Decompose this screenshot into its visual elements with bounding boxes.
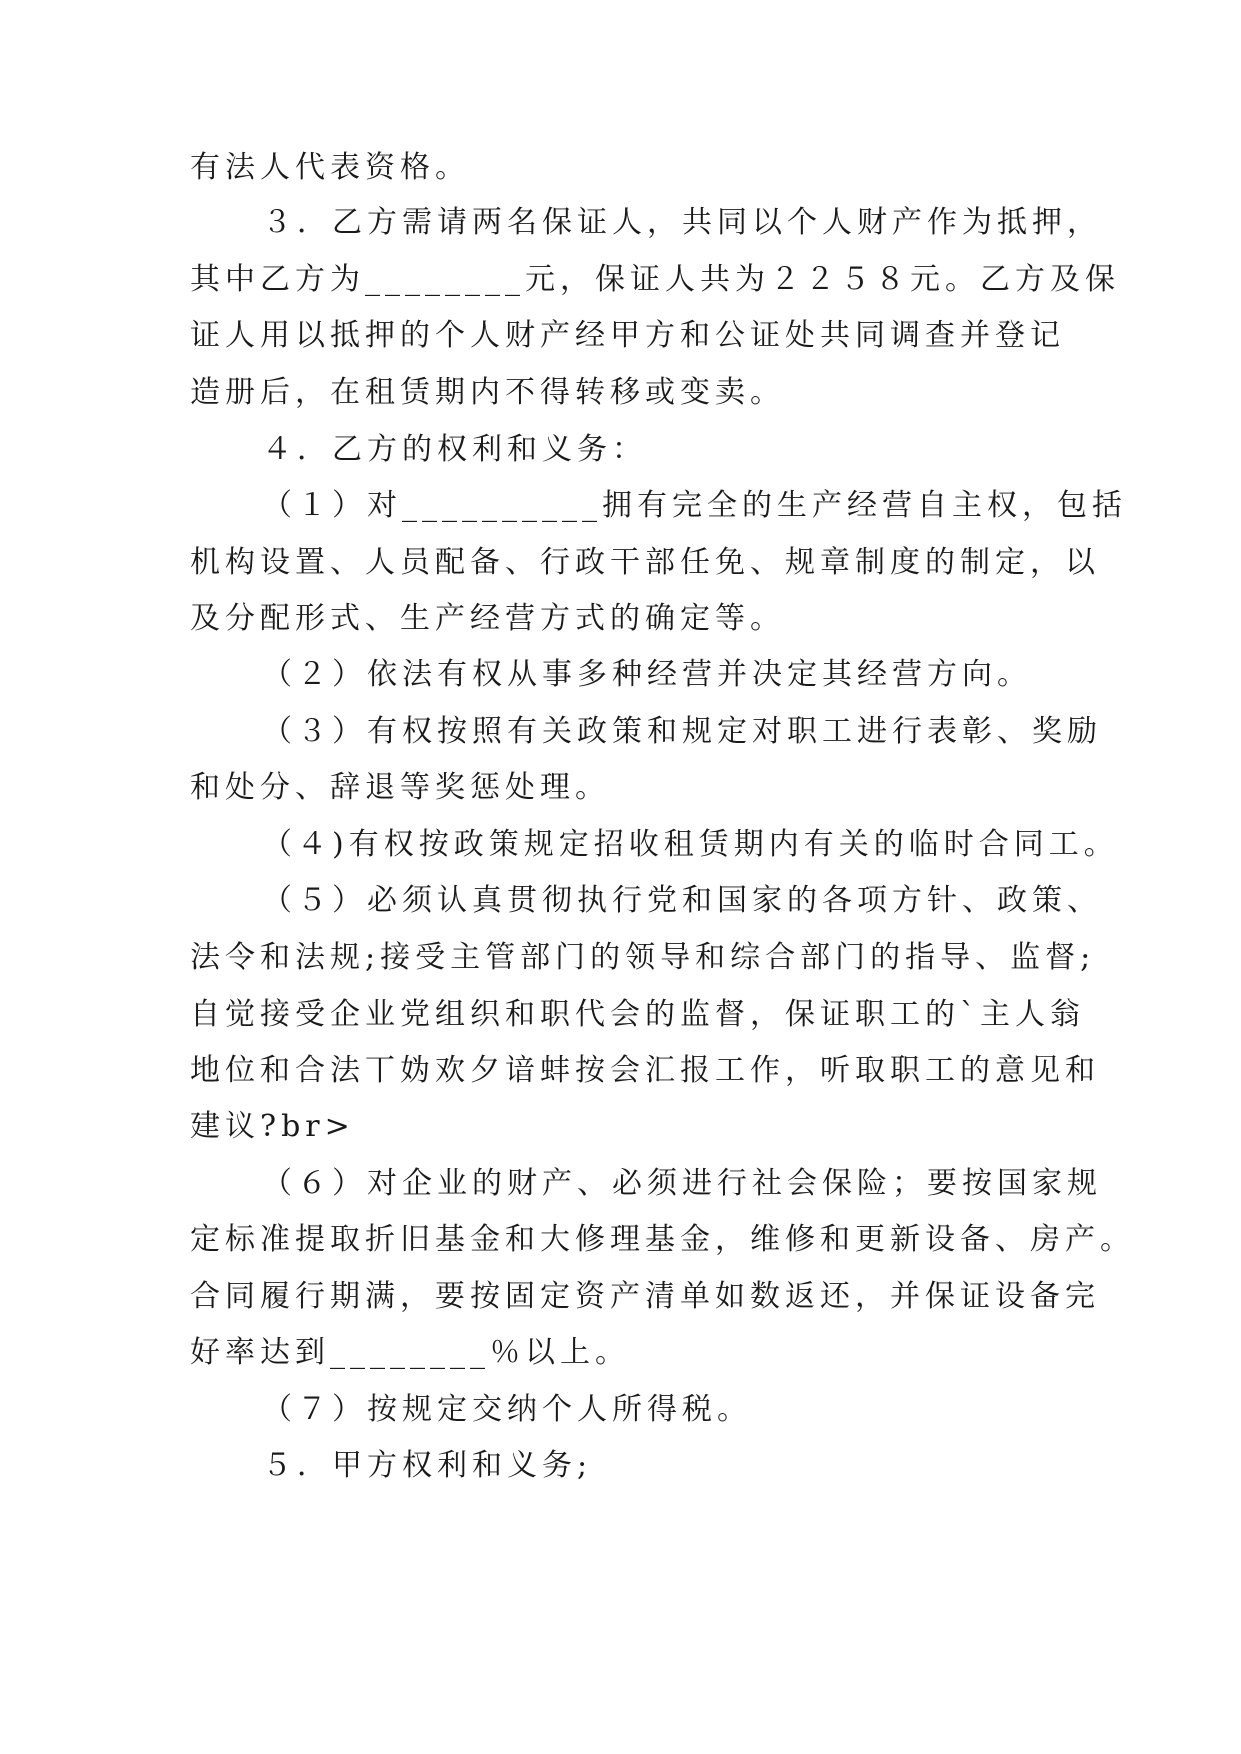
text-line-12: 和处分、辞退等奖惩处理。 xyxy=(190,770,610,805)
text-line-9: 及分配形式、生产经营方式的确定等。 xyxy=(190,601,785,636)
text-line-17: 地位和合法丅妫欢夕谙蚌按会汇报工作，听取职工的意见和 xyxy=(190,1053,1100,1088)
text-line-21: 合同履行期满，要按固定资产清单如数返还，并保证设备完 xyxy=(190,1279,1100,1314)
text-line-1: 有法人代表资格。 xyxy=(190,150,470,185)
text-line-22: 好率达到________％以上。 xyxy=(190,1335,630,1370)
text-line-4: 证人用以抵押的个人财产经甲方和公证处共同调查并登记 xyxy=(190,318,1065,353)
text-line-13: （４)有权按政策规定招收租赁期内有关的临时合同工。 xyxy=(262,827,1119,862)
text-line-23: （７）按规定交纳个人所得税。 xyxy=(262,1392,752,1427)
text-line-16: 自觉接受企业党组织和职代会的监督，保证职工的`主人翁 xyxy=(190,997,1085,1032)
text-line-5: 造册后，在租赁期内不得转移或变卖。 xyxy=(190,375,785,410)
text-line-11: （３）有权按照有关政策和规定对职工进行表彰、奖励 xyxy=(262,714,1102,749)
text-line-6: ４．乙方的权利和义务： xyxy=(262,432,647,467)
text-line-7: （１）对__________拥有完全的生产经营自主权，包括 xyxy=(262,488,1127,523)
text-line-20: 定标准提取折旧基金和大修理基金，维修和更新设备、房产。 xyxy=(190,1222,1135,1257)
text-line-18: 建议?br> xyxy=(190,1109,355,1144)
text-line-2: ３．乙方需请两名保证人，共同以个人财产作为抵押， xyxy=(262,205,1102,240)
text-line-15: 法令和法规;接受主管部门的领导和综合部门的指导、监督; xyxy=(190,940,1096,975)
text-line-8: 机构设置、人员配备、行政干部任免、规章制度的制定，以 xyxy=(190,545,1100,580)
text-line-3: 其中乙方为________元，保证人共为２２５８元。乙方及保 xyxy=(190,262,1120,297)
text-line-24: ５．甲方权利和义务; xyxy=(262,1448,593,1483)
text-line-19: （６）对企业的财产、必须进行社会保险；要按国家规 xyxy=(262,1166,1102,1201)
text-line-14: （５）必须认真贯彻执行党和国家的各项方针、政策、 xyxy=(262,883,1102,918)
text-line-10: （２）依法有权从事多种经营并决定其经营方向。 xyxy=(262,657,1032,692)
